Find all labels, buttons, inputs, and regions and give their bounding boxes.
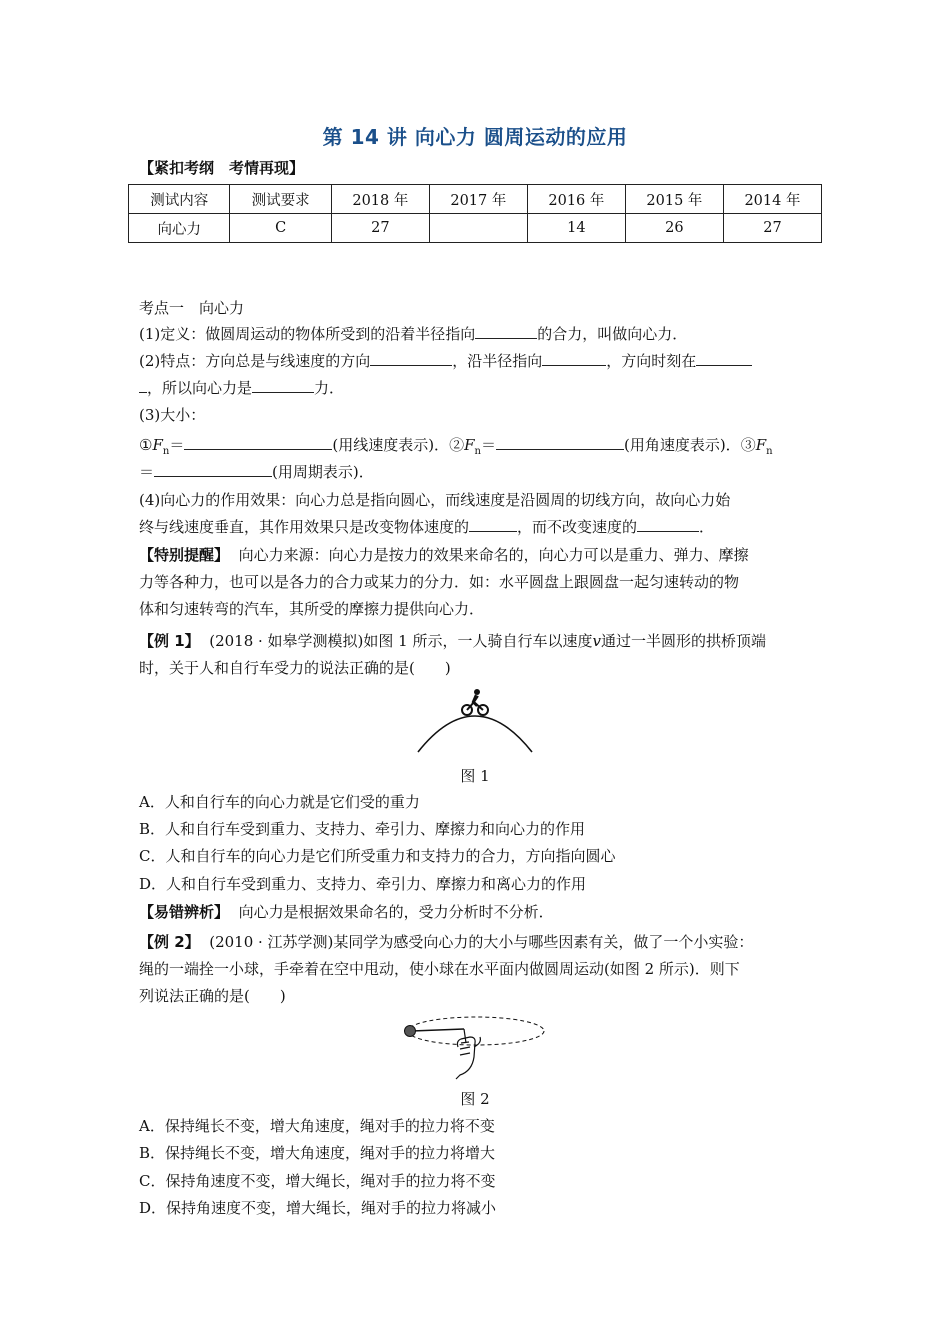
table-header-cell: 测试要求 <box>230 185 331 214</box>
arch-bridge-figure <box>410 686 540 754</box>
table-cell: 14 <box>527 214 625 243</box>
equals: ＝ <box>169 436 185 454</box>
tip-line-2: 力等各种力，也可以是各力的合力或某力的分力．如：水平圆盘上跟圆盘一起匀速转动的物 <box>139 573 740 591</box>
fill-blank <box>184 435 332 450</box>
arch-curve <box>418 716 532 752</box>
option-c: C．保持角速度不变，增大绳长，绳对手的拉力将不变 <box>139 1172 496 1190</box>
fill-blank <box>252 378 314 393</box>
table-header-cell: 2018 年 <box>331 185 429 214</box>
option-a: A．保持绳长不变，增大角速度，绳对手的拉力将不变 <box>139 1117 495 1135</box>
fill-blank <box>469 517 517 532</box>
table-cell: 向心力 <box>129 214 230 243</box>
text: (用线速度表示)． <box>332 436 450 454</box>
text: ，所以向心力是 <box>147 379 253 397</box>
text: 的合力，叫做向心力． <box>537 325 688 343</box>
table-row <box>129 214 822 243</box>
definition-line-2b <box>139 378 344 398</box>
fill-blank <box>139 378 147 393</box>
subscript: n <box>162 446 170 457</box>
tip-line-1 <box>139 545 749 565</box>
fill-blank <box>370 351 452 366</box>
text: (2010 · 江苏学测)某同学为感受向心力的大小与哪些因素有关，做了一个小实验： <box>209 933 754 951</box>
swinging-ball-figure <box>398 1013 548 1083</box>
text: (2)特点：方向总是与线速度的方向 <box>139 352 371 370</box>
text: 向心力是根据效果命名的，受力分析时不分析． <box>238 903 554 921</box>
fill-blank <box>542 351 606 366</box>
table-cell <box>429 214 527 243</box>
figure-1-caption: 图 1 <box>460 767 490 785</box>
tip-label: 【特别提醒】 <box>139 546 230 564</box>
option-b: B．保持绳长不变，增大角速度，绳对手的拉力将增大 <box>139 1144 496 1162</box>
definition-line-4a: (4)向心力的作用效果：向心力总是指向圆心，而线速度是沿圆周的切线方向，故向心力始 <box>139 491 731 509</box>
example-label: 【例 2】 <box>139 933 200 951</box>
definition-line-4b <box>139 517 714 537</box>
lesson-title: 第 14 讲 向心力 圆周运动的应用 <box>322 125 628 149</box>
force-symbol: F <box>464 436 475 454</box>
table-cell: 26 <box>625 214 723 243</box>
text: ，沿半径指向 <box>452 352 543 370</box>
error-analysis-line <box>139 902 554 922</box>
text: ，方向时刻在 <box>606 352 697 370</box>
text: 向心力来源：向心力是按力的效果来命名的，向心力可以是重力、弹力、摩擦 <box>238 546 749 564</box>
force-symbol: F <box>755 436 767 454</box>
equals: ＝ <box>480 436 496 454</box>
example-1-line-2: 时，关于人和自行车受力的说法正确的是( ) <box>139 659 451 677</box>
subscript: n <box>474 446 481 457</box>
example-2-line-1 <box>139 932 753 952</box>
equals: ＝ <box>139 463 155 481</box>
kaodian-heading: 考点一 向心力 <box>139 299 245 317</box>
fill-blank <box>637 517 699 532</box>
option-d: D．保持角速度不变，增大绳长，绳对手的拉力将减小 <box>139 1199 497 1217</box>
tip-line-3: 体和匀速转弯的汽车，其所受的摩擦力提供向心力． <box>139 600 485 618</box>
cyclist-icon <box>462 689 488 715</box>
fill-blank <box>496 435 624 450</box>
text: 终与线速度垂直，其作用效果只是改变物体速度的 <box>139 518 470 536</box>
table-header-cell: 2014 年 <box>723 185 821 214</box>
circled-number: ① <box>139 436 153 454</box>
fill-blank <box>475 324 537 339</box>
text: ，而不改变速度的 <box>517 518 638 536</box>
text: 力． <box>314 379 345 397</box>
option-c: C．人和自行车的向心力是它们所受重力和支持力的合力，方向指向圆心 <box>139 847 616 865</box>
text: (用周期表示)． <box>272 463 374 481</box>
example-1-line-1 <box>139 631 766 651</box>
table-header-cell: 2016 年 <box>527 185 625 214</box>
hand-icon <box>456 1029 480 1079</box>
example-2-line-2: 绳的一端拴一小球，手牵着在空中甩动，使小球在水平面内做圆周运动(如图 2 所示)．则下 <box>139 960 740 978</box>
text: (2018 · 如皋学测模拟)如图 1 所示，一人骑自行车以速度 <box>209 632 593 650</box>
option-a: A．人和自行车的向心力就是它们受的重力 <box>139 793 420 811</box>
section-header: 【紧扣考纲 考情再现】 <box>139 159 305 177</box>
exam-table <box>128 184 822 243</box>
definition-line-1 <box>139 324 687 344</box>
table-header-cell: 2015 年 <box>625 185 723 214</box>
table-cell: C <box>230 214 331 243</box>
circled-number: ② <box>449 436 465 454</box>
table-cell: 27 <box>331 214 429 243</box>
definition-line-3: (3)大小： <box>139 406 206 424</box>
subscript: n <box>766 446 773 457</box>
string-line <box>412 1029 464 1031</box>
ball-icon <box>405 1026 416 1037</box>
text: (用角速度表示)． <box>623 436 741 454</box>
text: 通过一半圆形的拱桥顶端 <box>600 632 766 650</box>
formula-line-1 <box>139 435 773 462</box>
table-header-cell: 2017 年 <box>429 185 527 214</box>
definition-line-2 <box>139 351 752 371</box>
velocity-symbol: v <box>592 632 601 650</box>
example-2-line-3: 列说法正确的是( ) <box>139 987 286 1005</box>
table-cell: 27 <box>723 214 821 243</box>
force-symbol: F <box>152 436 163 454</box>
formula-line-2 <box>139 462 374 482</box>
figure-2-caption: 图 2 <box>460 1090 490 1108</box>
text: (1)定义：做圆周运动的物体所受到的沿着半径指向 <box>139 325 476 343</box>
example-label: 【例 1】 <box>139 632 200 650</box>
table-header-row <box>129 185 822 214</box>
error-label: 【易错辨析】 <box>139 903 230 921</box>
option-b: B．人和自行车受到重力、支持力、牵引力、摩擦力和向心力的作用 <box>139 820 586 838</box>
fill-blank <box>154 462 272 477</box>
text: ． <box>699 518 715 536</box>
circled-number: ③ <box>740 436 756 454</box>
table-header-cell: 测试内容 <box>129 185 230 214</box>
fill-blank <box>696 351 752 366</box>
option-d: D．人和自行车受到重力、支持力、牵引力、摩擦力和离心力的作用 <box>139 875 587 893</box>
